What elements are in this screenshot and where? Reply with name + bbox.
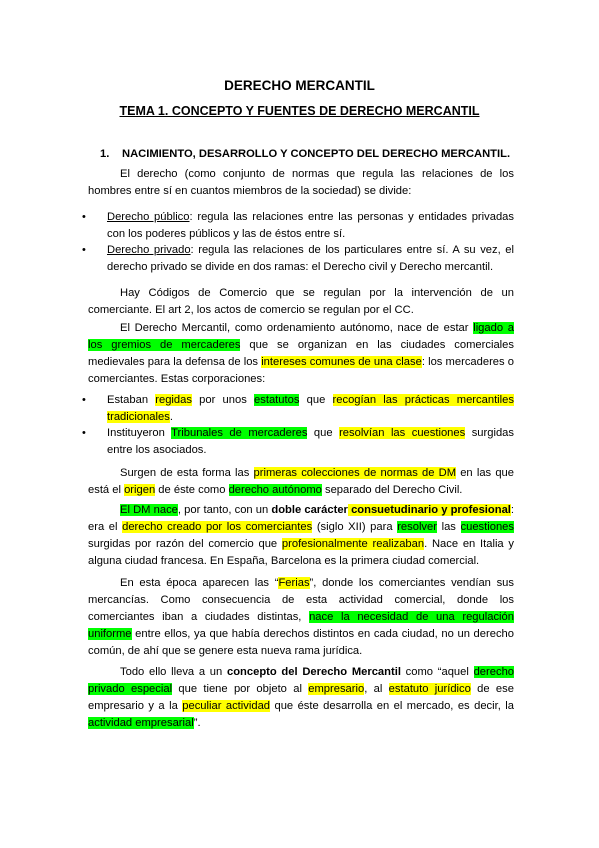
paragraph: Hay Códigos de Comercio que se regulan por la intervención de un comerciante. El art 2, los actos de comercio se regulan por el CC. <box>88 287 514 316</box>
highlight-yellow: profesionalmente realizaban <box>281 538 425 550</box>
highlight-yellow: origen <box>124 484 156 496</box>
paragraph: El derecho (como conjunto de normas que regula las relaciones de los hombres entre sí en cuantos miembros de la sociedad) se divide: <box>88 168 514 197</box>
paragraph: En esta época aparecen las “Ferias”, donde los comerciantes vendían sus mercancías. Como consecuencia de esta actividad comercial, donde los comerciantes iban a ciudades distintas, nace la necesidad de una regulación uniforme entre ellos, ya que había derechos distintos en cada ciudad, no un derecho común, de ahí que se genere esta nueva rama jurídica. <box>88 577 514 657</box>
bullet-item: • Derecho privado: regula las relaciones de los particulares entre sí. A su vez, el derecho privado se divide en dos ramas: el Derecho civil y Derecho mercantil. <box>82 244 514 273</box>
highlight-yellow: intereses comunes de una clase <box>261 356 422 368</box>
highlight-green: estatutos <box>254 394 300 406</box>
bullet-term: Derecho público <box>107 211 190 223</box>
bullet-icon: • <box>82 427 86 439</box>
section-number: 1. <box>100 148 110 160</box>
highlight-green: resolver <box>397 521 437 533</box>
paragraph: Todo ello lleva a un concepto del Derecho Mercantil como “aquel derecho privado especial que tiene por objeto al empresario, al estatuto jurídico de ese empresario y a la peculiar actividad que éste desarrolla en el mercado, es decir, la actividad empresarial”. <box>88 666 515 729</box>
section-heading-text: NACIMIENTO, DESARROLLO Y CONCEPTO DEL DERECHO MERCANTIL. <box>122 148 511 160</box>
section-heading <box>100 148 510 160</box>
document-subtitle: TEMA 1. CONCEPTO Y FUENTES DE DERECHO MERCANTIL <box>119 104 480 118</box>
bullet-term: Derecho privado <box>107 244 191 256</box>
highlight-green: Tribunales de mercaderes <box>171 427 308 439</box>
highlight-green: nace la necesidad de una regulación uniforme <box>88 611 514 640</box>
highlight-yellow: regidas <box>155 394 192 406</box>
highlight-yellow: consuetudinario y profesional <box>347 504 511 516</box>
bullet-item: • Instituyeron Tribunales de mercaderes que resolvían las cuestiones surgidas entre los asociados. <box>82 427 514 456</box>
paragraph: Surgen de esta forma las primeras colecciones de normas de DM en las que está el origen de éste como derecho autónomo separado del Derecho Civil. <box>88 467 514 496</box>
highlight-green: cuestiones <box>460 521 515 533</box>
paragraph: El DM nace, por tanto, con un doble carácter consuetudinario y profesional: era el derecho creado por los comerciantes (siglo XII) para resolver las cuestiones surgidas por razón del comercio que profesionalmente realizaban. Nace en Italia y alguna ciudad francesa. En España, Barcelona es la primera ciudad comercial. <box>88 504 515 567</box>
highlight-yellow: resolvían las cuestiones <box>339 427 466 439</box>
highlight-yellow: primeras colecciones de normas de DM <box>253 467 457 479</box>
highlight-green: El DM nace <box>120 504 178 516</box>
highlight-yellow: Ferias <box>278 577 310 589</box>
highlight-yellow: peculiar actividad <box>182 700 271 712</box>
highlight-green: ligado a los gremios de mercaderes <box>88 322 514 351</box>
highlight-yellow: empresario <box>308 683 365 695</box>
highlight-yellow: recogían las prácticas mercantiles tradicionales <box>107 394 514 423</box>
document-title: DERECHO MERCANTIL <box>224 78 375 93</box>
bullet-item: • Derecho público: regula las relaciones entre las personas y entidades privadas con los poderes públicos y las de éstos entre sí. <box>82 211 514 240</box>
paragraph: El Derecho Mercantil, como ordenamiento autónomo, nace de estar ligado a los gremios de mercaderes que se organizan en las ciudades comerciales medievales para la defensa de los intereses comunes de una clase: los mercaderes o comerciantes. Estas corporaciones: <box>88 322 514 385</box>
bullet-icon: • <box>82 244 86 256</box>
bullet-icon: • <box>82 394 86 406</box>
highlight-green: derecho privado especial <box>88 666 515 695</box>
highlight-green: actividad empresarial <box>88 717 194 729</box>
highlight-yellow: estatuto jurídico <box>388 683 471 695</box>
highlight-yellow: derecho creado por los comerciantes <box>122 521 313 533</box>
bullet-icon: • <box>82 211 86 223</box>
bullet-item: • Estaban regidas por unos estatutos que recogían las prácticas mercantiles tradicionales. <box>82 394 514 423</box>
highlight-green: derecho autónomo <box>228 484 322 496</box>
